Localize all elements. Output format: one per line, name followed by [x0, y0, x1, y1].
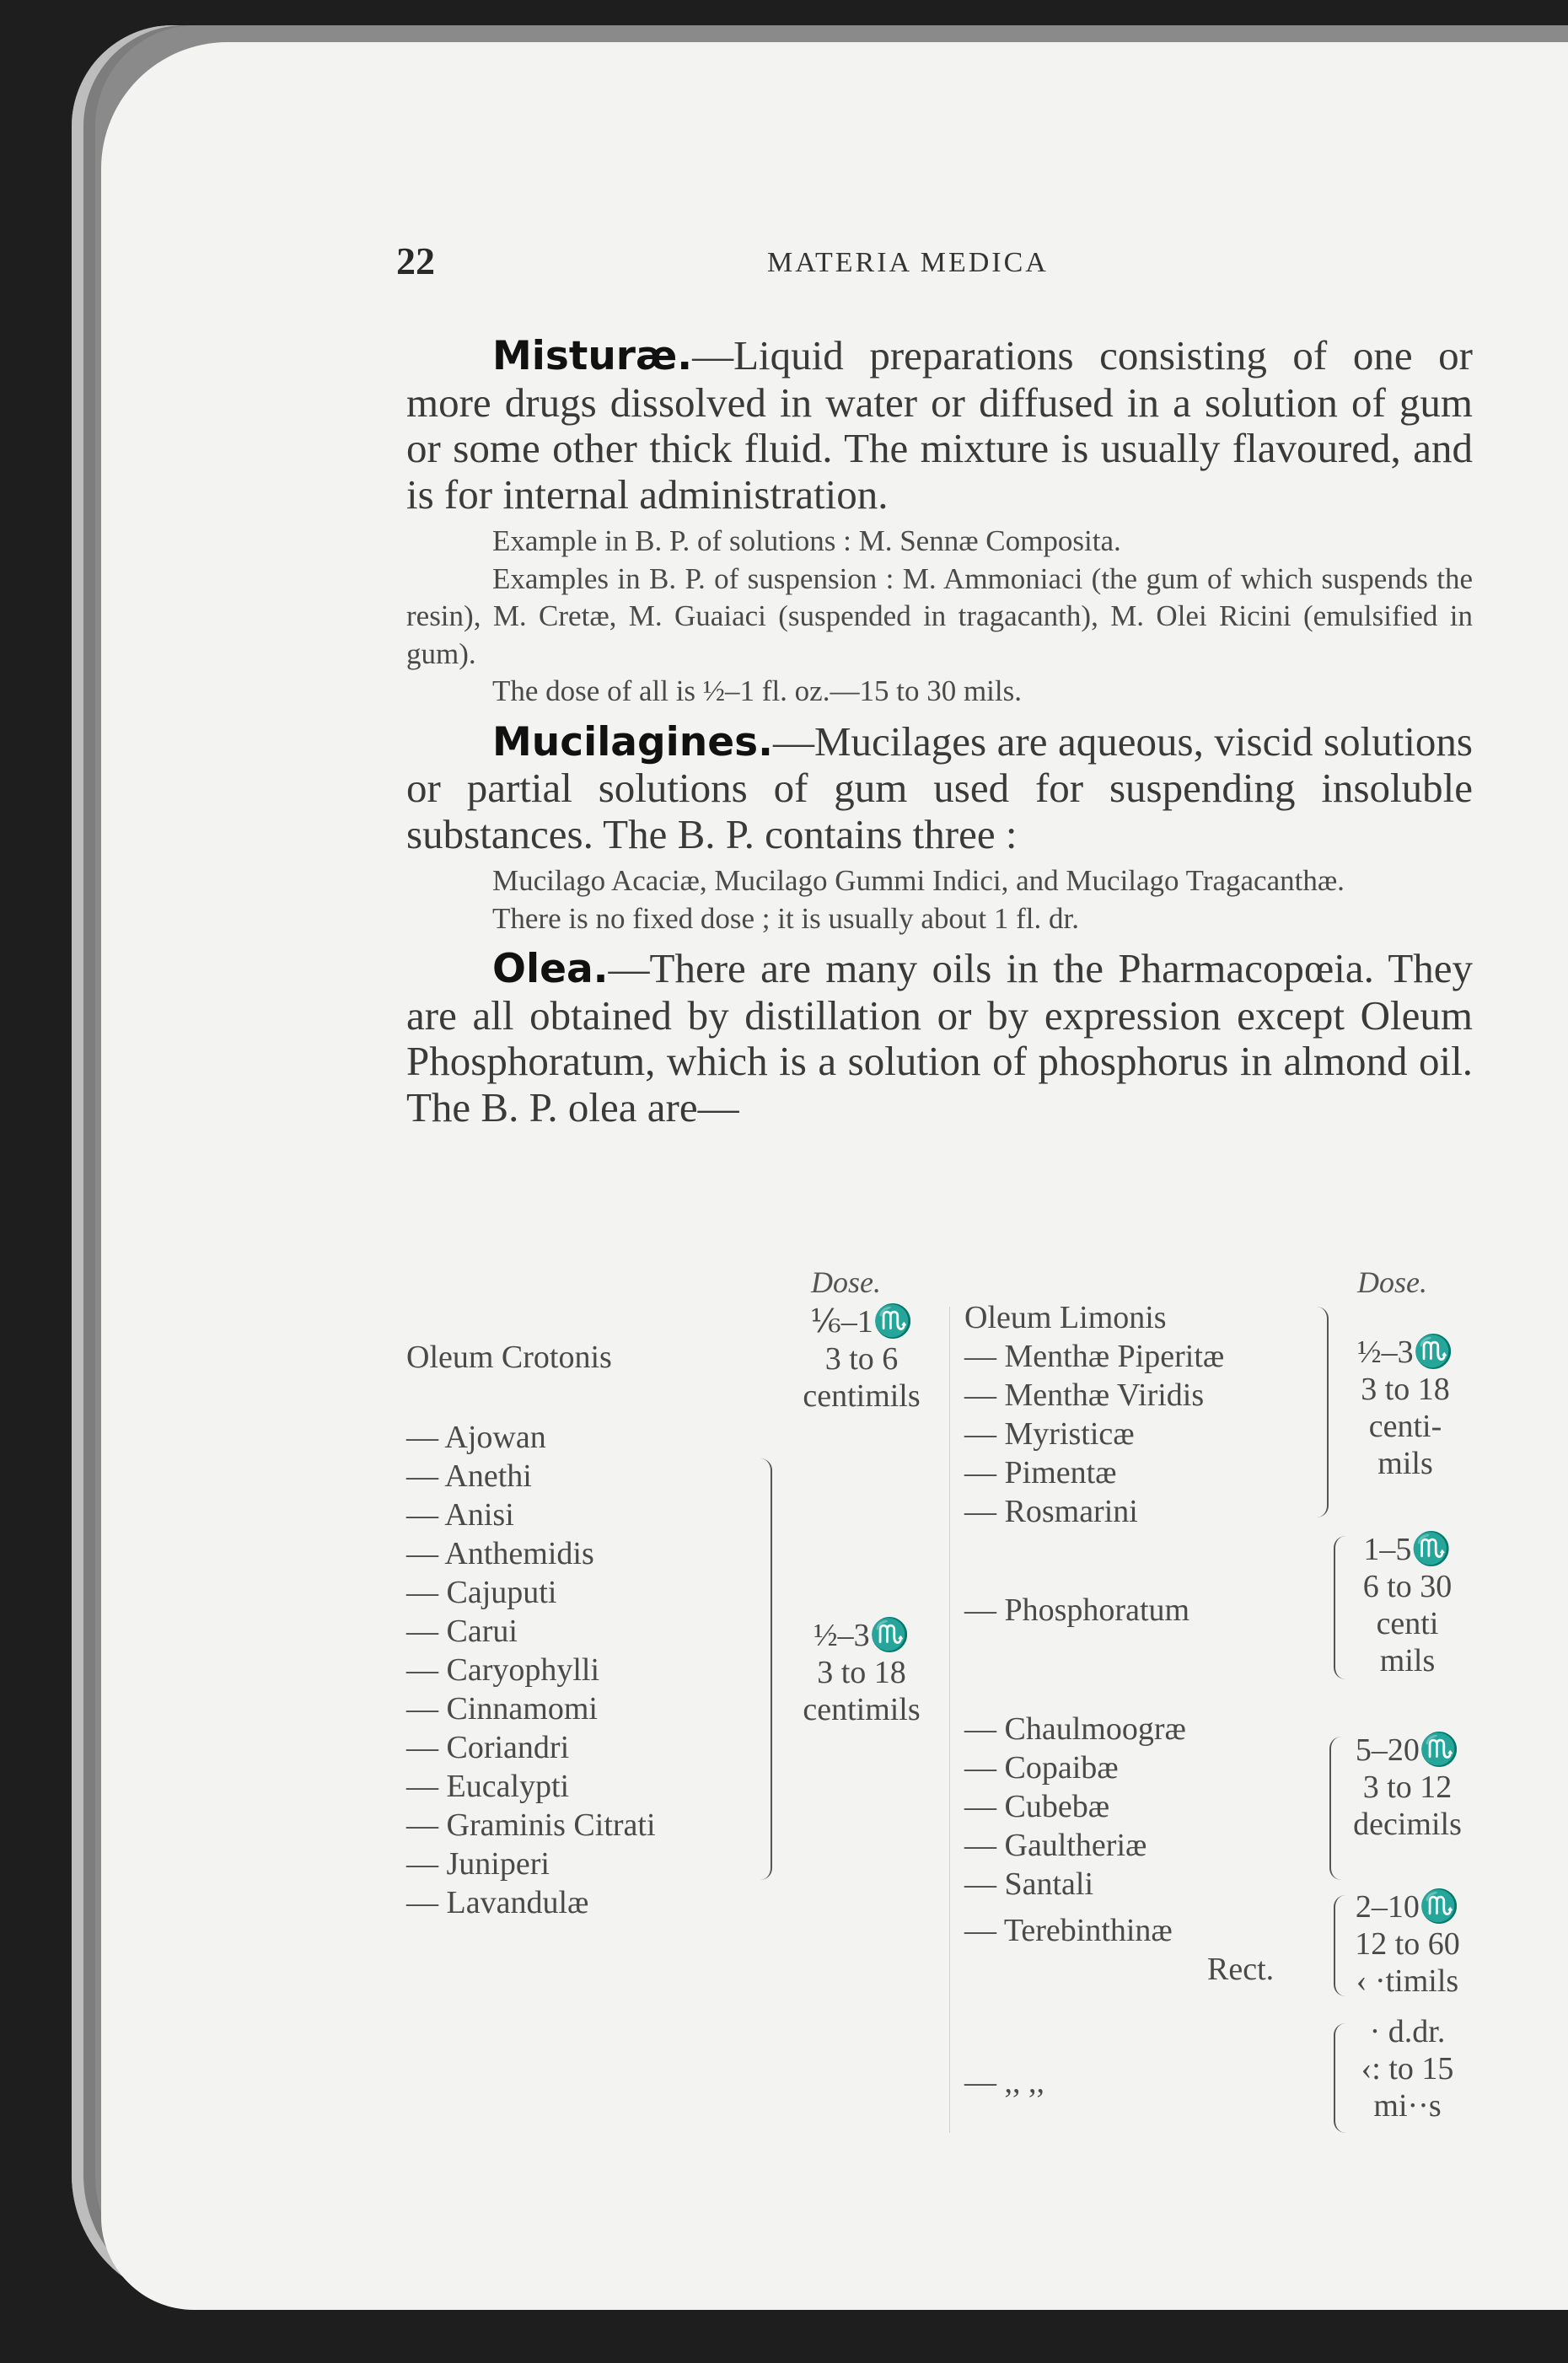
right-oil-item: Oleum Limonis — [964, 1300, 1167, 1335]
phosphoratum-brace — [1334, 1536, 1345, 1679]
terebinthinae-brace — [1334, 1895, 1345, 1996]
left-oil-item: — Juniperi — [406, 1846, 550, 1882]
oleum-crotonis: Oleum Crotonis — [406, 1340, 612, 1375]
ditto-dose-range: ‹: to 15 — [1361, 2051, 1454, 2086]
page-header — [396, 239, 1484, 289]
terebinthinae-dose-unit: ‹ ·timils — [1356, 1963, 1459, 1999]
left-oil-item: — Ajowan — [406, 1420, 546, 1455]
left-group-dose-minims: ½–3♏ — [814, 1618, 910, 1653]
olea-paragraph — [406, 946, 1473, 1130]
terebinthinae-dose — [1346, 1888, 1469, 2000]
terebinthinae-dose-range: 12 to 60 — [1355, 1926, 1460, 1962]
oils-table — [406, 1265, 1473, 2158]
right-group-1-dose-unit: centi- — [1368, 1409, 1442, 1444]
left-oil-item: — Anethi — [406, 1458, 532, 1494]
page-body — [406, 333, 1473, 1130]
mucilagines-dose-note: There is no fixed dose ; it is usually about 1 fl. dr. — [492, 901, 1080, 935]
left-oil-item: — Eucalypti — [406, 1769, 570, 1804]
left-oil-list — [406, 1418, 656, 1922]
left-oil-item: — Coriandri — [406, 1730, 570, 1765]
ditto-row: — ,, ,, — [964, 2065, 1044, 2100]
mucilagines-list: Mucilago Acaciæ, Mucilago Gummi Indici, and Mucilago Tragacanthæ. — [492, 864, 1345, 897]
croton-dose — [777, 1303, 946, 1415]
right-group-1-dose-range: 3 to 18 — [1361, 1372, 1450, 1407]
left-oil-item: — Cajuputi — [406, 1575, 557, 1610]
right-oil-item: — Menthæ Viridis — [964, 1378, 1205, 1413]
mucilagines-heading: Mucilagines. — [492, 718, 773, 765]
misturae-body: —Liquid preparations consisting of one or more drugs dissolved in water or diffused in a solution of gum or some other thick fluid. The mixture is usually flavoured, and is for internal administration. — [406, 332, 1473, 518]
phosphoratum-dose-unit-2: mils — [1379, 1643, 1436, 1678]
right-group-1-brace — [1317, 1307, 1329, 1517]
ditto-dose-unit: mi··s — [1373, 2088, 1442, 2124]
group-2-brace — [1329, 1737, 1341, 1880]
terebinthinae-dose-minims: 2–10♏ — [1355, 1889, 1460, 1925]
croton-dose-minims: ⅙–1♏ — [809, 1304, 914, 1340]
olea-heading: Olea. — [492, 946, 609, 992]
left-oil-item: — Graminis Citrati — [406, 1807, 656, 1843]
left-group-dose-range: 3 to 18 — [817, 1655, 906, 1690]
ditto-dose — [1346, 2013, 1469, 2124]
oleum-terebinthinae: — Terebinthinæ — [964, 1913, 1173, 1948]
left-oil-item: — Cinnamomi — [406, 1691, 598, 1727]
right-oil-item: — Rosmarini — [964, 1494, 1138, 1529]
croton-dose-range: 3 to 6 — [824, 1341, 899, 1377]
left-group-dose — [777, 1617, 946, 1728]
mucilagines-body: —Mucilages are aqueous, viscid solutions or partial solutions of gum used for suspending insoluble substances. The B. P. contains three : — [406, 717, 1473, 857]
croton-dose-unit: centimils — [803, 1378, 921, 1414]
right-group-2-dose-range: 3 to 12 — [1362, 1770, 1453, 1805]
ditto-dose-fluid: · d.dr. — [1369, 2014, 1446, 2049]
right-group-2-dose — [1342, 1732, 1473, 1843]
right-oil-item: — Pimentæ — [964, 1455, 1117, 1490]
mucilagines-paragraph — [406, 719, 1473, 858]
right-oil-item: — Myristicæ — [964, 1416, 1135, 1452]
right-oil-item: — Menthæ Piperitæ — [964, 1339, 1225, 1374]
misturae-heading: Misturæ. — [492, 333, 693, 379]
right-group-1-dose-minims: ½–3♏ — [1357, 1335, 1453, 1370]
left-oil-item: — Anisi — [406, 1497, 514, 1533]
left-group-brace — [760, 1458, 772, 1880]
left-oil-item: — Lavandulæ — [406, 1885, 589, 1920]
dose-header-right: Dose. — [1357, 1265, 1427, 1299]
right-oil-item: — Copaibæ — [964, 1750, 1119, 1786]
right-oil-item: — Gaultheriæ — [964, 1828, 1147, 1863]
phosphoratum-dose — [1346, 1531, 1469, 1679]
phosphoratum-dose-range: 6 to 30 — [1362, 1569, 1453, 1604]
terebinthinae-rect: Rect. — [1207, 1952, 1275, 1987]
left-oil-item: — Caryophylli — [406, 1652, 600, 1688]
phosphoratum-dose-minims: 1–5♏ — [1363, 1532, 1452, 1567]
misturae-paragraph — [406, 333, 1473, 518]
column-divider — [949, 1307, 950, 2133]
left-oil-item: — Carui — [406, 1614, 518, 1649]
ditto-brace — [1334, 2023, 1345, 2133]
right-group-2-dose-unit: decimils — [1353, 1807, 1462, 1842]
olea-body: —There are many oils in the Pharmacopœia. They are all obtained by distillation or by expression except Oleum Phosphoratum, which is a solution of phosphorus in almond oil. The B. P. olea are— — [406, 945, 1473, 1130]
left-group-dose-unit: centimils — [803, 1692, 921, 1727]
left-oil-item: — Anthemidis — [406, 1536, 594, 1571]
right-oil-group-1 — [964, 1298, 1224, 1531]
right-group-1-dose — [1342, 1334, 1469, 1482]
running-head: MATERIA MEDICA — [767, 247, 1049, 278]
oleum-phosphoratum: — Phosphoratum — [964, 1592, 1190, 1628]
right-group-2-dose-minims: 5–20♏ — [1355, 1732, 1460, 1768]
misturae-example-suspension: Examples in B. P. of suspension : M. Ammoniaci (the gum of which suspends the resin), M. Cretæ, M. Guaiaci (suspended in tragacanth), M. Olei Ricini (emulsified in gum). — [406, 561, 1473, 670]
misturae-example-solutions: Example in B. P. of solutions : M. Sennæ Composita. — [492, 524, 1121, 557]
right-oil-item: — Santali — [964, 1866, 1094, 1902]
right-oil-group-2 — [964, 1710, 1186, 1904]
phosphoratum-dose-unit: centi — [1376, 1606, 1439, 1641]
right-oil-item: — Cubebæ — [964, 1789, 1110, 1824]
misturae-dose-note: The dose of all is ½–1 fl. oz.—15 to 30 mils. — [492, 674, 1022, 707]
dose-header-left: Dose. — [811, 1265, 881, 1299]
right-group-1-dose-unit-2: mils — [1377, 1446, 1433, 1481]
right-oil-item: — Chaulmoogræ — [964, 1711, 1186, 1747]
page-number: 22 — [396, 239, 435, 282]
